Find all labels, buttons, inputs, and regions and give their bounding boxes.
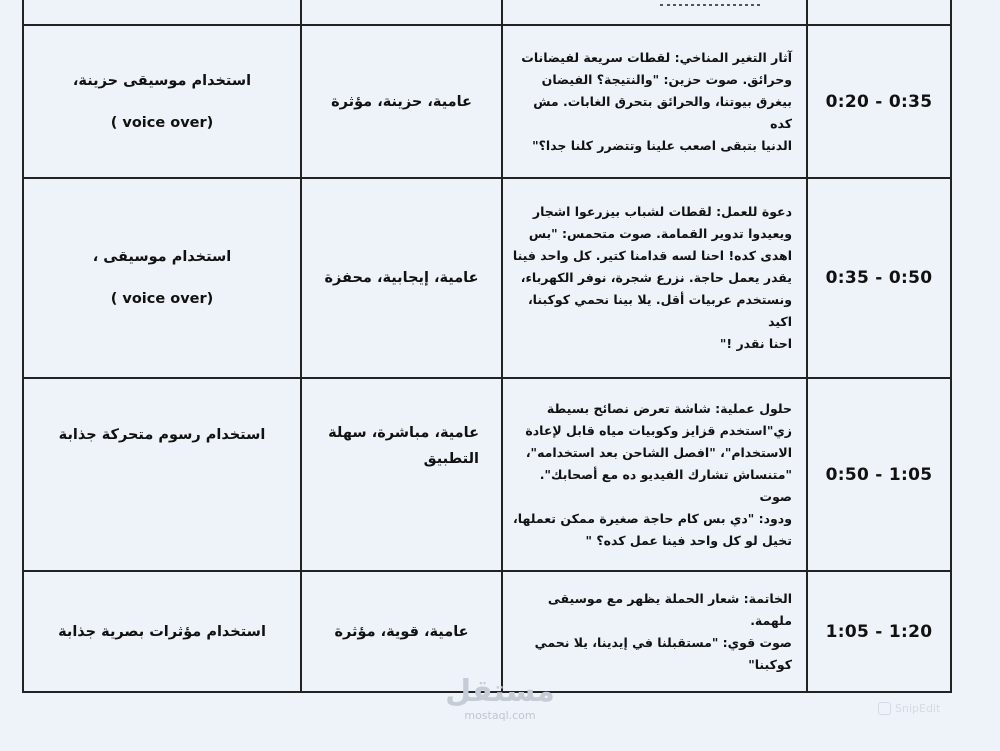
row-2-production bbox=[24, 179, 300, 377]
row-2-time bbox=[808, 179, 950, 377]
row-3-description bbox=[503, 379, 806, 570]
row-1-production-text: استخدام موسيقى حزينة، bbox=[72, 72, 252, 89]
row-3-description-text: حلول عملية: شاشة تعرض نصائح بسيطة زي"استخدم قزايز وكوبيات مياه قابل لإعادة الاستخدام"، "افصل الشاحن بعد استخدامه"، "متنساش تشارك الفيديو ده مع أصحابك". صوت ودود: "دي بس كام حاجة صغيرة ممكن تعملها، تخيل لو كل واحد فينا عمل كده؟ " bbox=[513, 400, 792, 548]
row-3-tone bbox=[302, 420, 501, 480]
row-1-description bbox=[503, 26, 806, 177]
row-3-time bbox=[808, 379, 950, 570]
row-1-voiceover-text: ( voice over) bbox=[110, 114, 214, 131]
row-2-description-text: دعوة للعمل: لقطات لشباب بيزرعوا اشجار ويعيدوا تدوير القمامة. صوت متحمس: "بس اهدى كده! احنا لسه قدامنا كتير. كل واحد فينا يقدر يعمل حاجة. نزرع شجرة، نوفر الكهرباء، ونستخدم عربيات أقل. يلا بينا نحمي كوكبنا، اكيد احنا نقدر !" bbox=[512, 204, 792, 351]
row-4-time bbox=[808, 572, 950, 691]
row-1-time bbox=[808, 26, 950, 177]
row-1-production bbox=[24, 26, 300, 177]
row-4-tone-text: عامية، قوية، مؤثرة bbox=[334, 623, 469, 640]
mostaql-site: mostaql.com bbox=[464, 709, 536, 722]
row-1-description-text: آثار التغير المناخي: لقطات سريعة لفيضانات وحرائق. صوت حزين: "والنتيجة؟ الفيضان بيغرق بيوتنا، والحرائق بتحرق الغابات. مش كده الدنيا بتبقى اصعب علينا وتتضرر كلنا جدا؟" bbox=[521, 49, 792, 153]
row-4-production bbox=[24, 572, 300, 691]
row-3-time-text: 0:50 - 1:05 bbox=[825, 464, 933, 485]
row-1-tone bbox=[302, 26, 501, 177]
row-3-production bbox=[24, 422, 300, 452]
row-4-production-text: استخدام مؤثرات بصرية جذابة bbox=[58, 623, 266, 640]
row-3-tone-text: عامية، مباشرة، سهلة التطبيق bbox=[328, 425, 479, 467]
row-2-voiceover-text: ( voice over) bbox=[110, 291, 214, 307]
row-1-time-text: 0:20 - 0:35 bbox=[825, 91, 933, 112]
row-4-time-text: 1:05 - 1:20 bbox=[825, 621, 933, 642]
mostaql-logo: مستقل bbox=[445, 674, 555, 709]
snipedit-icon bbox=[878, 702, 891, 715]
row-4-description-text: الخاتمة: شعار الحملة يظهر مع موسيقى ملهمة. صوت قوي: "مستقبلنا في إيدينا، يلا نحمي كوكبنا" bbox=[534, 590, 792, 672]
snipedit-label: SnipEdit bbox=[895, 702, 941, 715]
table-border-right bbox=[950, 0, 952, 693]
row-3-production-text: استخدام رسوم متحركة جذابة bbox=[58, 427, 266, 443]
row-2-tone bbox=[302, 179, 501, 377]
row-2-time-text: 0:35 - 0:50 bbox=[825, 268, 933, 288]
partial-row-fragment bbox=[640, 0, 760, 6]
mostaql-watermark bbox=[440, 675, 560, 735]
row-2-description bbox=[503, 179, 806, 377]
row-2-tone-text: عامية، إيجابية، محفزة bbox=[324, 270, 479, 286]
row-1-tone-text: عامية، حزينة، مؤثرة bbox=[331, 93, 472, 110]
snipedit-watermark bbox=[878, 702, 940, 715]
row-2-production-text: استخدام موسيقى ، bbox=[92, 249, 232, 265]
